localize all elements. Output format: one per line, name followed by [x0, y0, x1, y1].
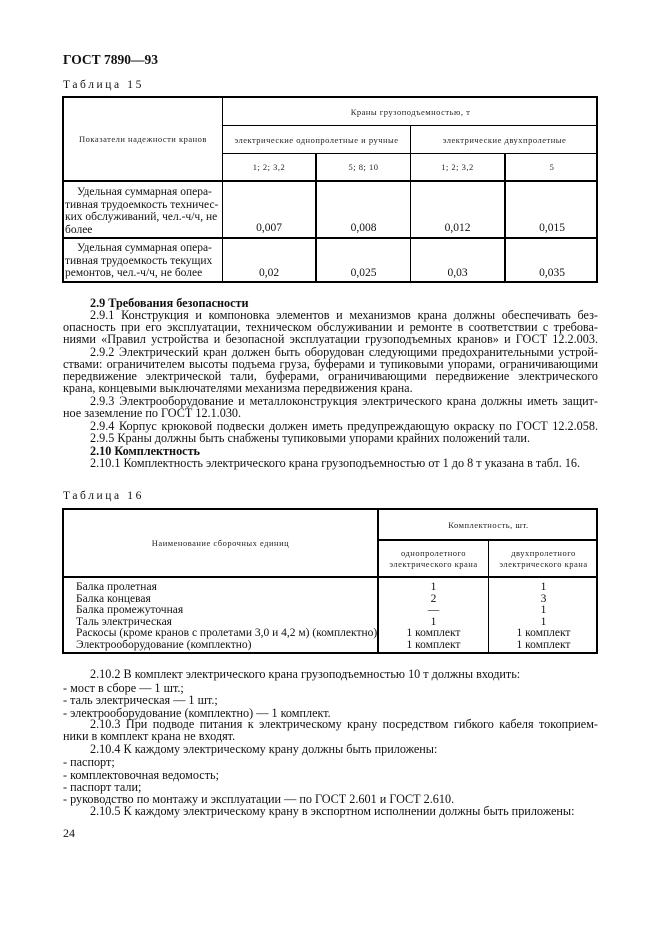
list-item: - таль электрическая — 1 шт.;: [63, 693, 218, 707]
para-2-10-3-line: ники в комплект крана не входят.: [63, 729, 236, 743]
table16-cell: 1 комплект: [406, 627, 461, 640]
table15-col-1: 1; 2; 3,2: [252, 162, 286, 172]
table16-row-name: Балка пролетная: [76, 581, 157, 593]
para-2-10-5: 2.10.5 К каждому электрическому крану в экспортном исполнении должны быть приложены:: [90, 804, 575, 818]
page-number: 24: [63, 826, 75, 840]
table15-cell: 0,02: [258, 267, 280, 279]
table15-row-2-label: Удельная суммарная опера- тивная трудоемкость текущих ремонтов, чел.-ч/ч, не более: [65, 242, 213, 279]
list-item: - мост в сборе — 1 шт.;: [63, 681, 184, 695]
document-id: ГОСТ 7890—93: [63, 52, 159, 67]
table15-cell: 0,015: [539, 222, 565, 234]
table16-caption: Таблица 16: [63, 490, 144, 502]
table15-cell: 0,007: [256, 222, 282, 234]
table15-group-header: Краны грузоподъемностью, т: [350, 106, 471, 117]
table15-col-4: 5: [549, 162, 555, 172]
table15-col-3: 1; 2; 3,2: [441, 162, 474, 172]
table16-cell: 1: [430, 581, 437, 593]
para-2-10-2: 2.10.2 В комплект электрического крана грузоподъемностью 10 т должны входить:: [90, 667, 521, 681]
table15-subgroup-1: электрические однопролетные и ручные: [234, 134, 399, 145]
list-item: - паспорт тали;: [63, 780, 142, 794]
table15-cell: 0,035: [539, 267, 565, 279]
list-item: - руководство по монтажу и эксплуатации — по ГОСТ 2.601 и ГОСТ 2.610.: [63, 792, 455, 806]
para-2-9-3-line: 2.9.3 Электрооборудование и металлоконструкция электрического крана должны иметь защит-: [90, 394, 598, 408]
table15-caption: Таблица 15: [63, 79, 144, 91]
table16-cell: 1: [430, 615, 437, 628]
para-2-10-4: 2.10.4 К каждому электрическому крану должны быть приложены:: [90, 742, 438, 756]
para-2-9-1-line: 2.9.1 Конструкция и компоновка элементов и механизмов крана должны обеспечивать без-: [90, 308, 598, 322]
table15-cell: 0,03: [447, 267, 468, 279]
table15-cell: 0,012: [444, 222, 471, 234]
table16-row-name: Таль электрическая: [76, 615, 172, 628]
table16-cell: 1: [540, 581, 547, 593]
table15-col-2: 5; 8; 10: [348, 162, 379, 172]
para-2-9-5: 2.9.5 Краны должны быть снабжены тупиковыми упорами крайних положений тали.: [90, 431, 530, 445]
table15-row-1-label: Удельная суммарная опера- тивная трудоемкость техничес- ких обслуживаний, чел.-ч/ч, не более: [65, 186, 219, 236]
para-2-9-4: 2.9.4 Корпус крюковой подвески должен иметь предупреждающую окраску по ГОСТ 12.2.058.: [90, 419, 598, 433]
para-2-9-3-line: ное заземление по ГОСТ 12.1.030.: [63, 406, 242, 420]
para-2-9-2-line: ствами: ограничителем высоты подъема груза, буферами и тупиковыми упорами, ограничивающими: [63, 357, 598, 371]
para-2-9-1-line: опасность при его эксплуатации, техническом обслуживании и ремонте в соответствии с требова-: [63, 320, 598, 334]
list-item: - комплектовочная ведомость;: [63, 768, 219, 782]
para-2-9-1-line: ниями «Правил устройства и безопасной эксплуатации грузоподъемных кранов» и ГОСТ 12.2.003.: [63, 332, 598, 346]
table15: [62, 96, 598, 283]
table16-group-header: Комплектность, шт.: [448, 519, 529, 530]
para-2-9-2-line: передвижение электрической тали, буферами, ограничивающими передвижение электрического: [63, 369, 598, 383]
table16-row-name: Балка промежуточная: [76, 604, 184, 617]
table15-cell: 0,025: [350, 267, 377, 279]
table16: [62, 508, 598, 654]
table16-row-name: Электрооборудование (комплектно): [76, 638, 252, 651]
table16-row-name: Раскосы (кроме кранов с пролетами 3,0 и 4,2 м) (комплектно): [76, 627, 378, 640]
table16-cell: 3: [540, 592, 547, 605]
table16-double-values: [489, 582, 598, 652]
section-2-10-title: 2.10 Комплектность: [90, 444, 201, 458]
para-2-9-2-line: 2.9.2 Электрический кран должен быть оборудован следующими предохранительными устрой-: [90, 345, 598, 359]
table15-cell: 0,008: [350, 222, 377, 234]
table16-col-double: двухпролетного электрического крана: [499, 547, 588, 569]
table16-cell: 2: [430, 592, 437, 605]
table15-subgroup-2: электрические двухпролетные: [442, 134, 567, 145]
section-2-9-title: 2.9 Требования безопасности: [90, 296, 249, 310]
table16-col-single: однопролетного электрического крана: [389, 547, 478, 569]
table16-cell: —: [427, 604, 440, 617]
table16-cell: 1 комплект: [406, 638, 461, 651]
table15-row-header: Показатели надежности кранов: [79, 134, 207, 144]
list-item: - паспорт;: [63, 755, 115, 769]
table16-row-name: Балка концевая: [76, 592, 151, 605]
table16-cell: 1: [540, 615, 547, 628]
table16-cell: 1 комплект: [516, 627, 571, 640]
list-item: - электрооборудование (комплектно) — 1 комплект.: [63, 706, 331, 720]
para-2-10-3-line: 2.10.3 При подводе питания к электрическому крану посредством гибкого кабеля токоприем-: [90, 717, 598, 731]
para-2-10-1: 2.10.1 Комплектность электрического крана грузоподъемностью от 1 до 8 т указана в табл. 16.: [90, 456, 581, 470]
table16-cell: 1: [540, 604, 547, 617]
table16-cell: 1 комплект: [516, 638, 571, 651]
table16-row-header: Наименование сборочных единиц: [151, 538, 290, 548]
table16-single-values: [379, 582, 488, 652]
para-2-9-2-line: крана, концевыми выключателями механизма передвижения крана.: [63, 381, 413, 395]
table16-names: [76, 582, 376, 652]
